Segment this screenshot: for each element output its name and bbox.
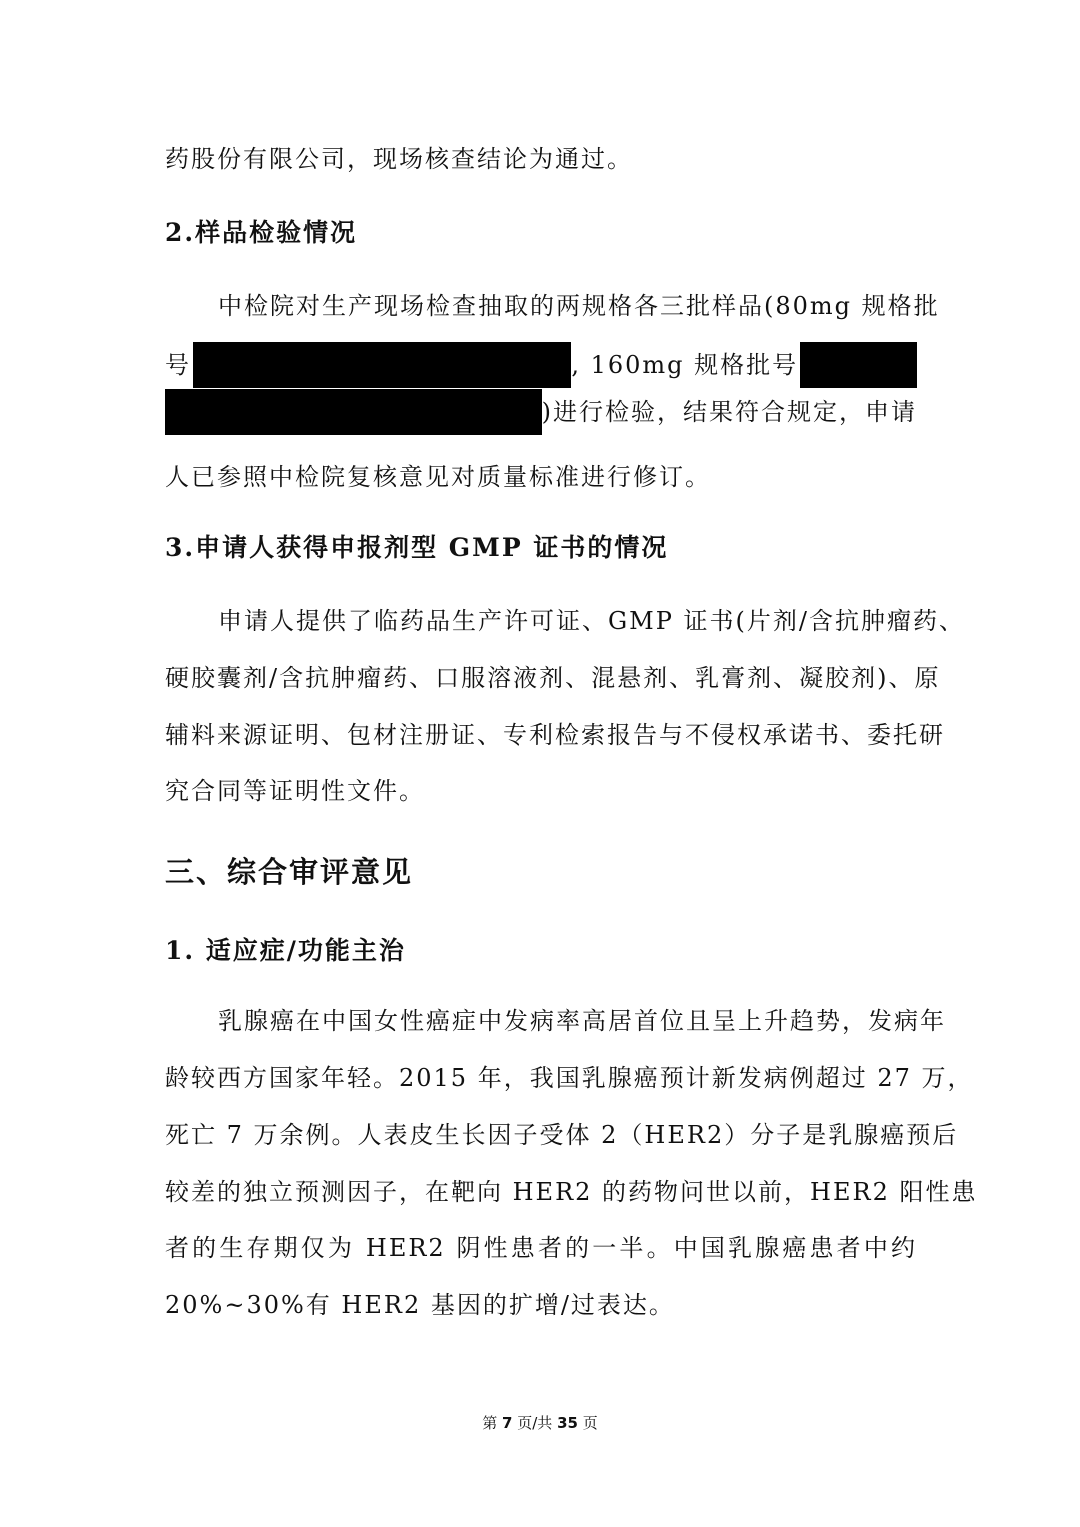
footer-prefix: 第 [482,1414,498,1432]
page-footer [0,1412,1080,1434]
footer-middle: 页/共 [517,1414,553,1432]
heading-gmp-certificate: 3.申请人获得申报剂型 GMP 证书的情况 [165,533,669,562]
text-segment: )进行检验，结果符合规定，申请 [541,398,917,426]
paragraph-line-redacted [165,342,917,388]
text-segment: 号 [165,351,191,379]
paragraph-line: 龄较西方国家年轻。2015 年，我国乳腺癌预计新发病例超过 27 万， [165,1064,974,1092]
footer-total-pages: 35 [557,1414,578,1432]
footer-page-number: 7 [502,1414,513,1432]
paragraph-line: 者的生存期仅为 HER2 阴性患者的一半。中国乳腺癌患者中约 [165,1234,917,1262]
paragraph-line: 中检院对生产现场检查抽取的两规格各三批样品(80mg 规格批 [218,292,940,320]
heading-sample-inspection: 2.样品检验情况 [165,218,358,247]
paragraph-line: 人已参照中检院复核意见对质量标准进行修订。 [165,463,711,491]
paragraph-line: 辅料来源证明、包材注册证、专利检索报告与不侵权承诺书、委托研 [165,721,945,749]
heading-indication: 1. 适应症/功能主治 [165,936,406,965]
paragraph-line: 20%~30%有 HER2 基因的扩增/过表达。 [165,1291,675,1319]
paragraph-line: 究合同等证明性文件。 [165,777,425,805]
text-segment: , 160mg 规格批号 [571,351,799,379]
paragraph-line: 较差的独立预测因子，在靶向 HER2 的药物问世以前，HER2 阳性患 [165,1178,978,1206]
paragraph-line: 申请人提供了临药品生产许可证、GMP 证书(片剂/含抗肿瘤药、 [218,607,965,635]
footer-suffix: 页 [582,1414,598,1432]
redaction-box [800,342,917,388]
redaction-box [193,342,571,388]
paragraph-line: 硬胶囊剂/含抗肿瘤药、口服溶液剂、混悬剂、乳膏剂、凝胶剂)、原 [165,664,941,692]
redaction-box [165,389,542,435]
paragraph-line-redacted [165,389,917,435]
paragraph-line: 药股份有限公司，现场核查结论为通过。 [165,145,633,173]
paragraph-line: 乳腺癌在中国女性癌症中发病率高居首位且呈上升趋势，发病年 [218,1007,946,1035]
paragraph-line: 死亡 7 万余例。人表皮生长因子受体 2（HER2）分子是乳腺癌预后 [165,1121,959,1149]
heading-section-three: 三、综合审评意见 [165,855,414,889]
